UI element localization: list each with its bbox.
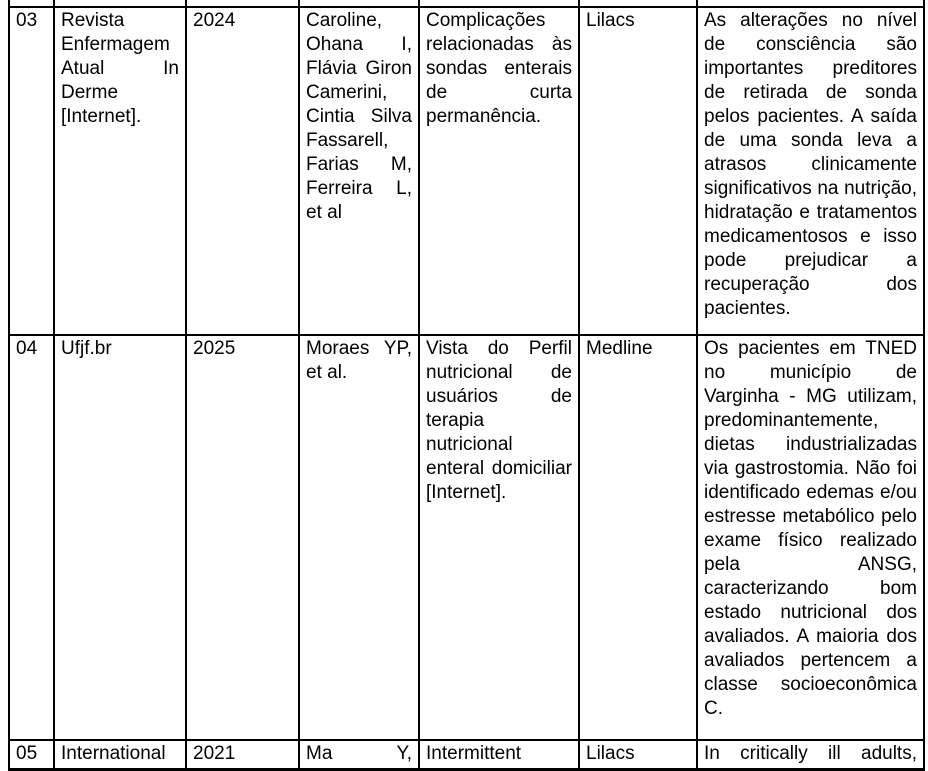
cell-database: Lilacs (579, 740, 697, 770)
cell-source: Ufjf.br (54, 335, 186, 740)
cell-source: International (54, 740, 186, 770)
cell-number: 03 (9, 7, 54, 335)
table-row-partial-bottom (9, 740, 924, 770)
cell-database: Medline (579, 335, 697, 740)
cell-authors: Moraes YP, et al. (299, 335, 419, 740)
table-row (9, 335, 924, 740)
empty-cell-fragment (186, 0, 299, 7)
cell-findings: In critically ill adults, (697, 740, 924, 770)
empty-cell-fragment (9, 0, 54, 7)
cell-authors: Ma Y, (299, 740, 419, 770)
literature-review-table (8, 0, 925, 771)
table-row-partial-top (9, 0, 924, 7)
cell-title: Complicações relacionadas às sondas enterais de curta permanência. (419, 7, 579, 335)
cell-database: Lilacs (579, 7, 697, 335)
cell-findings: As alterações no nível de consciência são importantes preditores de retirada de sonda pelos pacientes. A saída de uma sonda leva a atrasos clinicamente significativos na nutrição, hidratação e tratamentos medicamentosos e isso pode prejudicar a recuperação dos pacientes. (697, 7, 924, 335)
cell-year: 2024 (186, 7, 299, 335)
table-row (9, 7, 924, 335)
empty-cell-fragment (579, 0, 697, 7)
cell-year: 2025 (186, 335, 299, 740)
cell-findings: Os pacientes em TNED no município de Varginha - MG utilizam, predominantemente, dietas industrializadas via gastrostomia. Não foi identificado edemas e/ou estresse metabólico pelo exame físico realizado pela ANSG, caracterizando bom estado nutricional dos avaliados. A maioria dos avaliados pertencem a classe socioeconômica C. (697, 335, 924, 740)
cell-number: 04 (9, 335, 54, 740)
cell-authors: Caroline, Ohana I, Flávia Giron Camerini, Cintia Silva Fassarell, Farias M, Ferreira L, et al (299, 7, 419, 335)
empty-cell-fragment (697, 0, 924, 7)
empty-cell-fragment (419, 0, 579, 7)
cell-year: 2021 (186, 740, 299, 770)
empty-cell-fragment (54, 0, 186, 7)
cell-title: Intermittent (419, 740, 579, 770)
empty-cell-fragment (299, 0, 419, 7)
cell-number: 05 (9, 740, 54, 770)
cell-title: Vista do Perfil nutricional de usuários de terapia nutricional enteral domiciliar [Internet]. (419, 335, 579, 740)
cell-source: Revista Enfermagem Atual In Derme [Internet]. (54, 7, 186, 335)
